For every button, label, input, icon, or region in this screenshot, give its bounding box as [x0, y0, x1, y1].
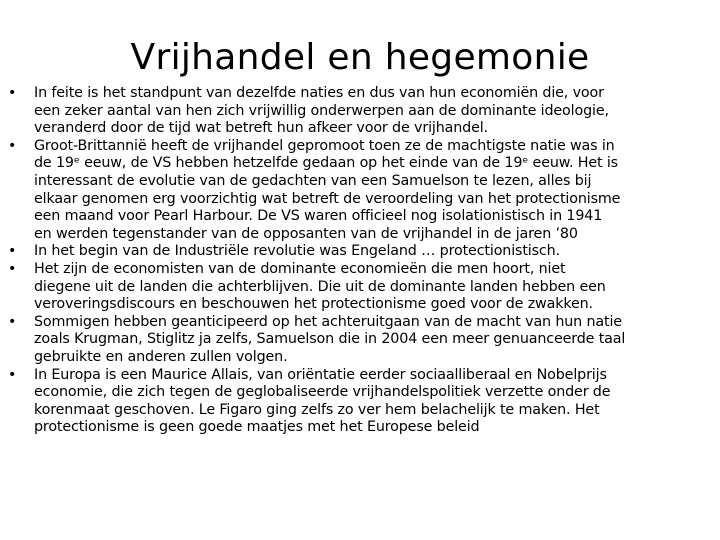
bullet-item	[8, 243, 716, 261]
bullet-item	[8, 314, 716, 367]
bullet-text	[34, 85, 716, 138]
bullet-text-line: veroveringsdiscours en beschouwen het protectionisme goed voor de zwakken.	[34, 296, 593, 313]
bullet-text-line: de 19ᵉ eeuw, de VS hebben hetzelfde gedaan op het einde van de 19ᵉ eeuw. Het is	[34, 155, 618, 172]
slide-title: Vrijhandel en hegemonie	[130, 37, 590, 78]
bullet-item	[8, 85, 716, 138]
bullet-text-line: een zeker aantal van hen zich vrijwillig onderwerpen aan de dominante ideologie,	[34, 102, 609, 119]
bullet-dot-icon: •	[8, 243, 17, 260]
bullet-text-line: diegene uit de landen die achterblijven. Die uit de dominante landen hebben een	[34, 278, 606, 295]
bullet-text	[34, 243, 716, 261]
bullet-text-line: gebruikte en anderen zullen volgen.	[34, 348, 288, 365]
bullet-text	[34, 261, 716, 314]
bullet-text	[34, 138, 716, 244]
bullet-text-line: Sommigen hebben geanticipeerd op het achteruitgaan van de macht van hun natie	[34, 313, 622, 330]
bullet-dot-icon: •	[8, 313, 17, 330]
bullet-text	[34, 367, 716, 437]
bullet-item	[8, 367, 716, 437]
bullet-dot-icon: •	[8, 366, 17, 383]
bullet-text-line: Groot-Brittannië heeft de vrijhandel gepromoot toen ze de machtigste natie was in	[34, 137, 615, 154]
bullet-item	[8, 138, 716, 244]
bullet-dot-icon: •	[8, 85, 17, 101]
bullet-dot-icon: •	[8, 137, 17, 154]
bullet-text-line: In Europa is een Maurice Allais, van oriëntatie eerder sociaalliberaal en Nobelprijs	[34, 366, 607, 383]
bullet-list	[8, 85, 716, 437]
bullet-text	[34, 314, 716, 367]
bullet-text-line: Het zijn de economisten van de dominante economieën die men hoort, niet	[34, 260, 566, 277]
bullet-text-line: een maand voor Pearl Harbour. De VS waren officieel nog isolationistisch in 1941	[34, 208, 603, 225]
bullet-text-line: interessant de evolutie van de gedachten van een Samuelson te lezen, alles bij	[34, 172, 592, 189]
bullet-dot-icon: •	[8, 260, 17, 277]
bullet-text-line: korenmaat geschoven. Le Figaro ging zelfs zo ver hem belachelijk te maken. Het	[34, 401, 600, 418]
bullet-item	[8, 261, 716, 314]
bullet-text-line: economie, die zich tegen de geglobaliseerde vrijhandelspolitiek verzette onder de	[34, 384, 611, 401]
bullet-text-line: zoals Krugman, Stiglitz ja zelfs, Samuelson die in 2004 een meer genuanceerde taal	[34, 331, 626, 348]
bullet-text-line: protectionisme is geen goede maatjes met het Europese beleid	[34, 419, 480, 436]
bullet-text-line: elkaar genomen erg voorzichtig wat betreft de veroordeling van het protectionisme	[34, 190, 621, 207]
bullet-text-line: In feite is het standpunt van dezelfde naties en dus van hun economiën die, voor	[34, 85, 604, 101]
bullet-text-line: veranderd door de tijd wat betreft hun afkeer voor de vrijhandel.	[34, 120, 488, 137]
bullet-text-line: en werden tegenstander van de opposanten van de vrijhandel in de jaren ’80	[34, 225, 578, 242]
bullet-text-line: In het begin van de Industriële revolutie was Engeland … protectionistisch.	[34, 243, 560, 260]
